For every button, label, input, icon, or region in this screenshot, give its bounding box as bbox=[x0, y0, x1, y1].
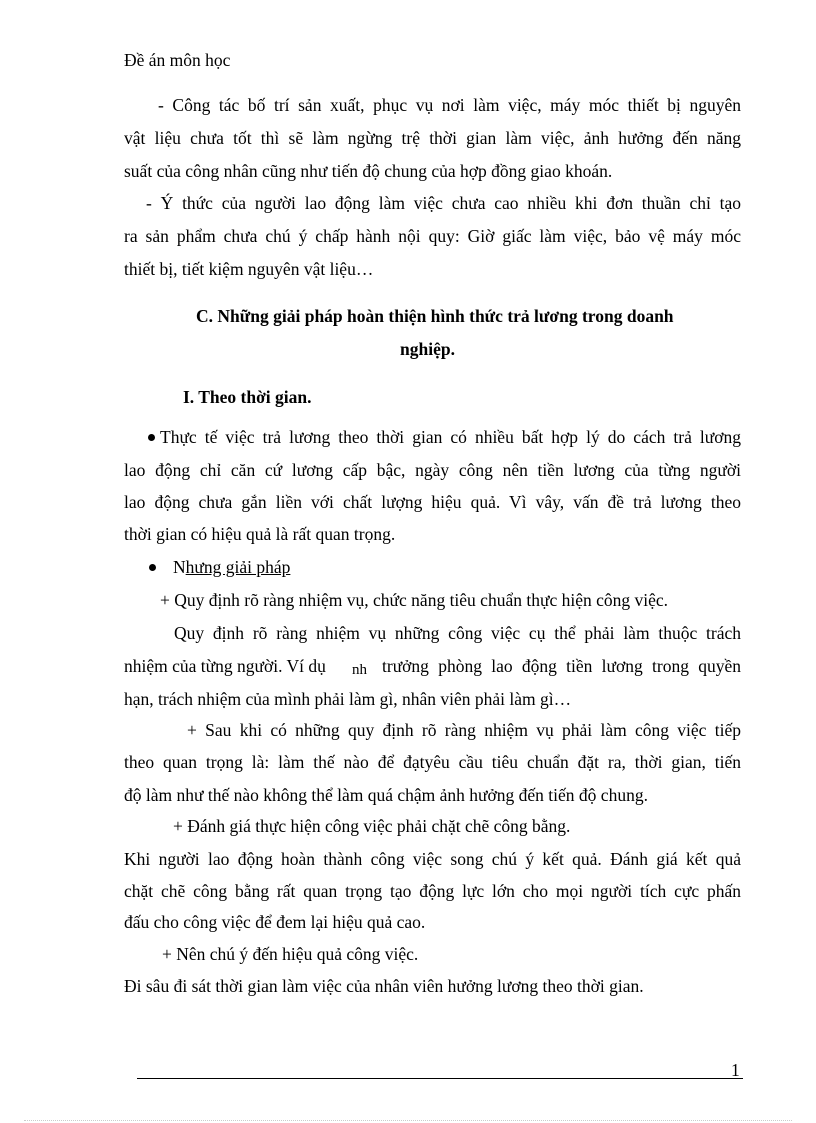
paragraph-line: nhiệm của từng người. Ví dụ bbox=[124, 656, 326, 676]
paragraph-line: lao động chưa gắn liền với chất lượng hiệu quả. Vì vây, vấn đề trả lương theo bbox=[124, 492, 741, 512]
paragraph-fragment: nh bbox=[352, 662, 367, 678]
paragraph-line: trưởng phòng lao động tiền lương trong quyền bbox=[382, 656, 741, 676]
solution-item: + Quy định rõ ràng nhiệm vụ, chức năng tiêu chuẩn thực hiện công việc. bbox=[160, 590, 669, 610]
bullet-icon bbox=[148, 434, 155, 441]
paragraph-line: vật liệu chưa tốt thì sẽ làm ngừng trệ thời gian làm việc, ảnh hưởng đến năng bbox=[124, 128, 741, 148]
footer-divider bbox=[137, 1078, 743, 1079]
bullet-icon bbox=[149, 564, 156, 571]
paragraph-line: lao động chỉ căn cứ lương cấp bậc, ngày công nên tiền lương của từng người bbox=[124, 460, 741, 480]
solution-item: + Đánh giá thực hiện công việc phải chặt chẽ công bằng. bbox=[173, 816, 571, 836]
paragraph-line: chặt chẽ công bằng rất quan trọng tạo động lực lớn cho mọi người tích cực phấn bbox=[124, 881, 741, 901]
page-number: 1 bbox=[731, 1060, 740, 1080]
paragraph-line: theo quan trọng là: làm thế nào để đạtyêu cầu tiêu chuẩn đặt ra, thời gian, tiến bbox=[124, 752, 741, 772]
paragraph-line: Khi người lao động hoàn thành công việc song chú ý kết quả. Đánh giá kết quả bbox=[124, 849, 741, 869]
page-header: Đề án môn học bbox=[124, 50, 231, 70]
paragraph-line: Thực tế việc trả lương theo thời gian có nhiều bất hợp lý do cách trả lương bbox=[160, 427, 741, 447]
paragraph-line: Quy định rõ ràng nhiệm vụ những công việc cụ thể phải làm thuộc trách bbox=[174, 623, 741, 643]
paragraph-line: + Sau khi có những quy định rõ ràng nhiệm vụ phải làm công việc tiếp bbox=[187, 720, 741, 740]
paragraph-line: độ làm như thế nào không thể làm quá chậm ảnh hưởng đến tiến độ chung. bbox=[124, 785, 648, 805]
paragraph-line: hạn, trách nhiệm của mình phải làm gì, nhân viên phải làm gì… bbox=[124, 689, 572, 709]
paragraph-line: - Ý thức của người lao động làm việc chưa cao nhiều khi đơn thuần chỉ tạo bbox=[146, 193, 741, 213]
paragraph-line: - Công tác bố trí sản xuất, phục vụ nơi làm việc, máy móc thiết bị nguyên bbox=[158, 95, 741, 115]
solutions-heading bbox=[173, 556, 290, 578]
paragraph-line: suất của công nhân cũng như tiến độ chung của hợp đồng giao khoán. bbox=[124, 161, 613, 181]
page-edge-divider bbox=[24, 1120, 792, 1121]
solution-item: + Nên chú ý đến hiệu quả công việc. bbox=[162, 944, 419, 964]
paragraph-line: thời gian có hiệu quả là rất quan trọng. bbox=[124, 524, 396, 544]
solutions-heading-rest: hưng giải pháp bbox=[185, 557, 291, 577]
paragraph-line: thiết bị, tiết kiệm nguyên vật liệu… bbox=[124, 259, 374, 279]
paragraph-line: ra sản phẩm chưa chú ý chấp hành nội quy: Giờ giấc làm việc, bảo vệ máy móc bbox=[124, 226, 741, 246]
section-heading: C. Những giải pháp hoàn thiện hình thức trả lương trong doanh bbox=[196, 306, 674, 326]
section-heading-cont: nghiệp. bbox=[400, 339, 455, 359]
paragraph-line: đấu cho công việc để đem lại hiệu quả cao. bbox=[124, 912, 426, 932]
subsection-heading: I. Theo thời gian. bbox=[183, 387, 312, 407]
paragraph-line: Đi sâu đi sát thời gian làm việc của nhân viên hưởng lương theo thời gian. bbox=[124, 976, 644, 996]
solutions-heading-prefix: N bbox=[173, 557, 186, 577]
